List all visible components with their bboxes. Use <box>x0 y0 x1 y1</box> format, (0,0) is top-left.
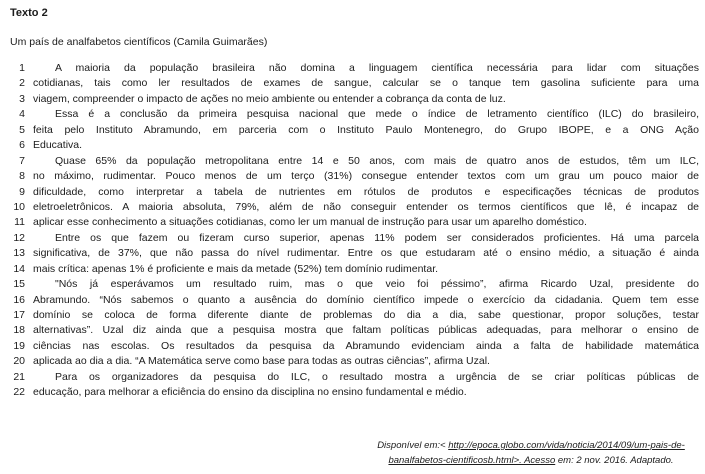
line-text: Educativa. <box>33 139 83 152</box>
text-line <box>0 92 705 107</box>
line-number: 16 <box>13 293 25 306</box>
text-line <box>0 76 705 91</box>
line-number: 3 <box>19 92 25 105</box>
text-line <box>0 339 705 354</box>
text-line <box>0 61 705 76</box>
line-text: aplicada ao dia a dia. “A Matemática serve como base para todas as outras ciências”, afirma Uzal. <box>33 355 490 368</box>
text-line <box>0 354 705 369</box>
line-number: 22 <box>13 386 25 399</box>
line-text: Abramundo. “Nós sabemos o quanto a ausência do domínio científico impede o exercício da cidadania. Quem tem esse <box>33 293 699 306</box>
line-number: 5 <box>19 123 25 136</box>
line-number: 21 <box>13 370 25 383</box>
line-text: viagem, compreender o impacto de ações no meio ambiente ou entender a cobrança da conta de luz. <box>33 92 506 105</box>
citation-prefix: Disponível em:< <box>377 440 449 451</box>
line-number: 1 <box>19 62 25 74</box>
text-line <box>0 123 705 138</box>
text-label: Texto 2 <box>10 7 48 19</box>
line-number: 7 <box>19 154 25 167</box>
line-text: Para os organizadores da pesquisa do ILC, o resultado mostra a urgência de se criar políticas públicas de <box>55 370 699 383</box>
line-number: 9 <box>19 185 25 198</box>
line-text: Entre os que fazem ou fizeram curso superior, apenas 11% podem ser considerados proficientes. Há uma parcela <box>55 231 699 244</box>
line-text: no máximo, rudimentar. Pouco menos de um terço (31%) consegue entender textos com um grau um pouco maior de <box>33 170 699 183</box>
line-number: 18 <box>13 324 25 337</box>
text-line <box>0 246 705 261</box>
line-number: 12 <box>13 231 25 244</box>
text-line <box>0 262 705 277</box>
line-text: alternativas”. Uzal diz ainda que a pesquisa mostra que faltam políticas públicas adequadas, para melhorar o ensino de <box>33 324 699 337</box>
text-line <box>0 293 705 308</box>
text-body <box>0 61 705 401</box>
source-url: http://epoca.globo.com/vida/noticia/2014/09/um-pais-de-banalfabetos-cientificosb.html>. Acesso <box>388 440 685 466</box>
line-text: feita pelo Instituto Abramundo, em parceria com o Instituto Paulo Montenegro, do Grupo IBOPE, e a ONG Ação <box>33 123 699 136</box>
line-text: educação, para melhorar a eficiência do ensino da disciplina no ensino fundamental e médio. <box>33 386 467 399</box>
text-line <box>0 154 705 169</box>
line-text: "Nós já esperávamos um resultado ruim, mas o que veio foi péssimo”, afirma Ricardo Uzal, presidente do <box>55 278 699 291</box>
text-line <box>0 107 705 122</box>
text-line <box>0 308 705 323</box>
line-number: 6 <box>19 139 25 152</box>
line-number: 13 <box>13 247 25 260</box>
source-citation <box>362 438 700 468</box>
line-text: Quase 65% da população metropolitana entre 14 e 50 anos, com mais de quatro anos de estudos, têm um ILC, <box>55 154 699 167</box>
text-line <box>0 277 705 292</box>
line-text: dificuldade, como interpretar a tabela de nutrientes em rótulos de produtos e especificações técnicas de produtos <box>33 185 699 198</box>
text-line <box>0 215 705 230</box>
line-number: 8 <box>19 170 25 183</box>
text-line <box>0 200 705 215</box>
article-title: Um país de analfabetos científicos (Camila Guimarães) <box>10 36 268 48</box>
line-text: domínio se coloca de forma diferente diante de problemas do dia a dia, sabe questionar, propor soluções, testar <box>33 309 699 321</box>
text-line <box>0 385 705 400</box>
line-number: 19 <box>13 339 25 352</box>
line-number: 2 <box>19 77 25 90</box>
line-text: ciências nas escolas. Os resultados da pesquisa da Abramundo evidenciam ainda a falta de habilidade matemática <box>33 339 699 352</box>
text-line <box>0 370 705 385</box>
line-text: cotidianas, tais como ler resultados de exames de sangue, calcular se o tanque tem gasolina suficiente para uma <box>33 77 699 90</box>
line-number: 15 <box>13 278 25 291</box>
line-number: 4 <box>19 108 25 121</box>
text-line <box>0 323 705 338</box>
line-number: 20 <box>13 355 25 368</box>
text-line <box>0 231 705 246</box>
text-line <box>0 169 705 184</box>
line-text: significativa, de 37%, que não passa do nível rudimentar. Entre os que estudaram até o ensino médio, a situação é ainda <box>33 247 699 260</box>
line-number: 10 <box>13 200 25 213</box>
line-text: eletroeletrônicos. A maioria absoluta, 79%, além de não conseguir entender os termos científicos que lê, é incapaz de <box>33 200 699 213</box>
text-line <box>0 138 705 153</box>
line-text: mais crítica: apenas 1% é proficiente e mais da metade (52%) tem domínio rudimentar. <box>33 262 439 275</box>
text-line <box>0 185 705 200</box>
line-text: aplicar esse conhecimento a situações cotidianas, como ler um manual de instrução para usar um aparelho doméstico. <box>33 216 587 229</box>
line-number: 14 <box>13 262 25 275</box>
line-text: Essa é a conclusão da primeira pesquisa nacional que mede o índice de letramento científico (ILC) do brasileiro, <box>55 108 699 121</box>
citation-suffix: em: 2 nov. 2016. Adaptado. <box>555 455 674 466</box>
line-text: A maioria da população brasileira não domina a linguagem científica necessária para lidar com situações <box>55 62 699 74</box>
line-number: 11 <box>14 216 25 229</box>
line-number: 17 <box>13 309 25 321</box>
